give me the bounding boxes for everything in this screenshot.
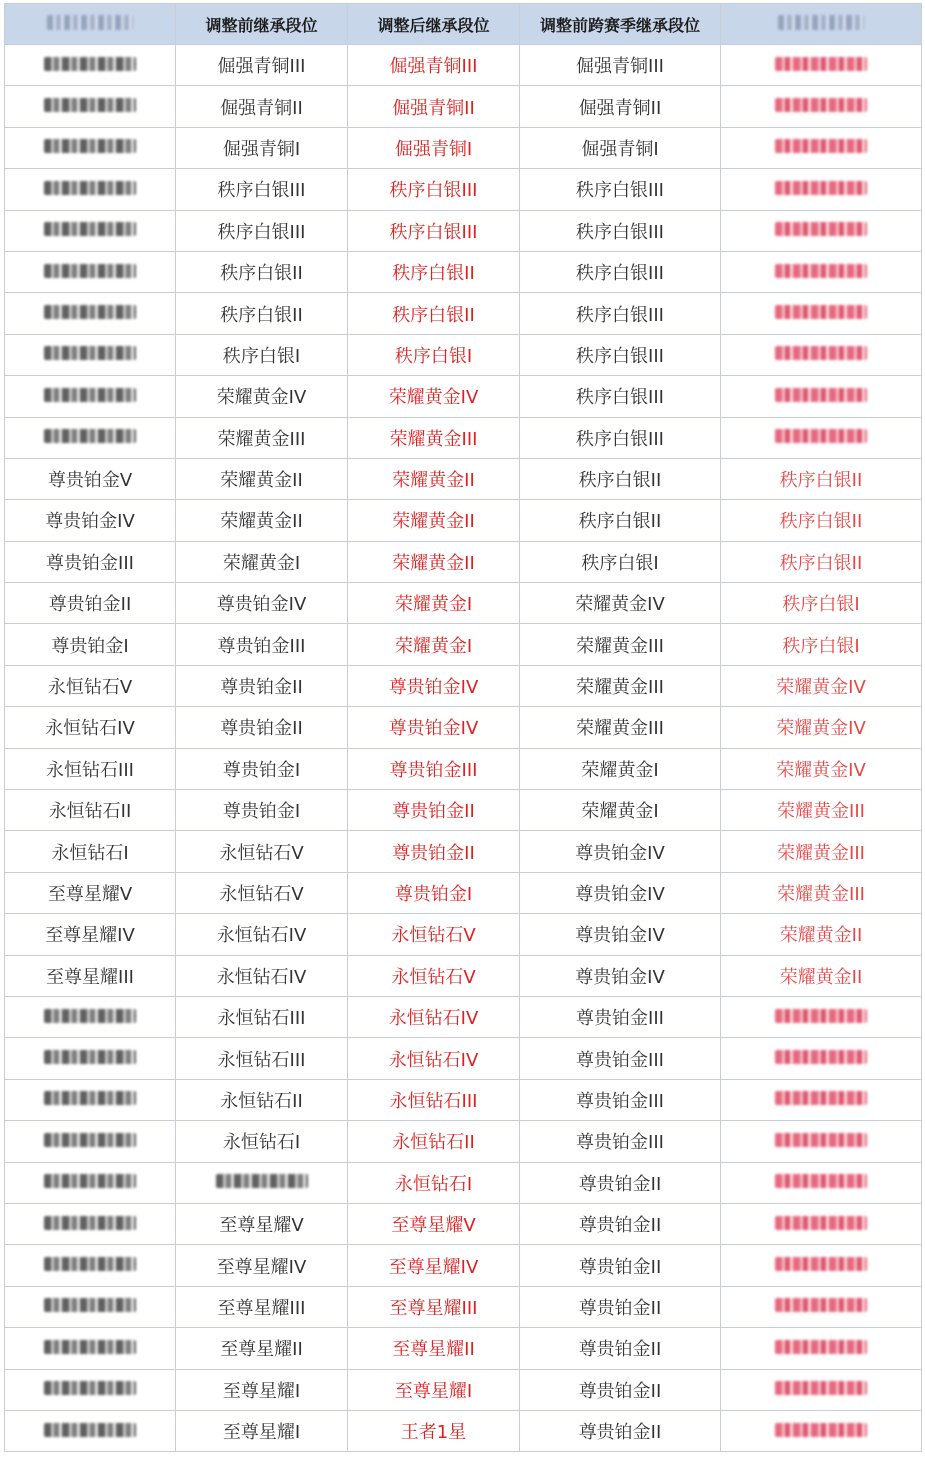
table-cell-col-4 xyxy=(721,86,922,127)
table-cell-col-0 xyxy=(5,996,176,1037)
table-cell-col-0 xyxy=(5,1079,176,1120)
table-cell-col-1: 秩序白银II xyxy=(176,251,348,292)
table-cell-col-1: 永恒钻石II xyxy=(176,1079,348,1120)
table-cell-col-3: 荣耀黄金I xyxy=(520,790,721,831)
blurred-text xyxy=(775,264,867,278)
table-cell-col-2: 尊贵铂金IV xyxy=(348,665,520,706)
table-cell-col-0: 尊贵铂金III xyxy=(5,541,176,582)
table-cell-col-0 xyxy=(5,1038,176,1079)
column-header-4 xyxy=(721,4,922,45)
table-row xyxy=(5,127,922,168)
table-cell-col-0 xyxy=(5,1328,176,1369)
table-row xyxy=(5,583,922,624)
table-cell-col-2: 秩序白银I xyxy=(348,334,520,375)
blurred-text xyxy=(44,1340,136,1354)
table-cell-col-4 xyxy=(721,293,922,334)
blurred-text xyxy=(44,429,136,443)
table-cell-col-2: 倔强青铜II xyxy=(348,86,520,127)
table-cell-col-4 xyxy=(721,169,922,210)
table-cell-col-4 xyxy=(721,1079,922,1120)
table-cell-col-4: 秩序白银I xyxy=(721,624,922,665)
table-row xyxy=(5,376,922,417)
blurred-text xyxy=(44,1257,136,1271)
table-cell-col-4 xyxy=(721,1410,922,1451)
table-cell-col-0 xyxy=(5,169,176,210)
table-cell-col-0 xyxy=(5,293,176,334)
table-cell-col-3: 荣耀黄金I xyxy=(520,748,721,789)
table-cell-col-1: 尊贵铂金III xyxy=(176,624,348,665)
table-row xyxy=(5,210,922,251)
table-cell-col-3: 尊贵铂金II xyxy=(520,1245,721,1286)
blurred-text xyxy=(44,1216,136,1230)
blurred-text xyxy=(44,305,136,319)
table-cell-col-3: 尊贵铂金IV xyxy=(520,914,721,955)
table-cell-col-3: 秩序白银III xyxy=(520,169,721,210)
table-cell-col-3: 尊贵铂金II xyxy=(520,1162,721,1203)
table-cell-col-1: 荣耀黄金I xyxy=(176,541,348,582)
table-cell-col-0: 尊贵铂金II xyxy=(5,583,176,624)
table-cell-col-3: 秩序白银III xyxy=(520,417,721,458)
table-cell-col-0 xyxy=(5,210,176,251)
table-row xyxy=(5,1328,922,1369)
table-row xyxy=(5,458,922,499)
table-cell-col-1: 尊贵铂金IV xyxy=(176,583,348,624)
table-cell-col-4 xyxy=(721,376,922,417)
table-cell-col-1: 秩序白银III xyxy=(176,210,348,251)
table-row xyxy=(5,1162,922,1203)
blurred-text xyxy=(44,1133,136,1147)
table-cell-col-4: 秩序白银II xyxy=(721,458,922,499)
table-cell-col-2: 秩序白银III xyxy=(348,169,520,210)
table-row xyxy=(5,707,922,748)
table-row xyxy=(5,872,922,913)
table-cell-col-2: 永恒钻石III xyxy=(348,1079,520,1120)
blurred-header-text xyxy=(778,15,864,30)
table-cell-col-4 xyxy=(721,251,922,292)
table-cell-col-0: 永恒钻石III xyxy=(5,748,176,789)
blurred-text xyxy=(775,1091,867,1105)
table-cell-col-0: 尊贵铂金I xyxy=(5,624,176,665)
table-row xyxy=(5,86,922,127)
blurred-text xyxy=(775,1257,867,1271)
table-cell-col-2: 尊贵铂金II xyxy=(348,790,520,831)
header-row xyxy=(5,4,922,45)
blurred-text xyxy=(216,1174,308,1188)
table-row xyxy=(5,914,922,955)
table-cell-col-0 xyxy=(5,127,176,168)
table-cell-col-0: 永恒钻石II xyxy=(5,790,176,831)
table-cell-col-2: 倔强青铜I xyxy=(348,127,520,168)
table-cell-col-4 xyxy=(721,1286,922,1327)
table-cell-col-1: 至尊星耀III xyxy=(176,1286,348,1327)
blurred-text xyxy=(44,1381,136,1395)
table-row xyxy=(5,624,922,665)
table-cell-col-4 xyxy=(721,45,922,86)
table-cell-col-1 xyxy=(176,1162,348,1203)
table-cell-col-2: 荣耀黄金IV xyxy=(348,376,520,417)
table-cell-col-1: 秩序白银I xyxy=(176,334,348,375)
table-cell-col-2: 永恒钻石V xyxy=(348,914,520,955)
table-cell-col-3: 荣耀黄金III xyxy=(520,707,721,748)
table-cell-col-4: 荣耀黄金III xyxy=(721,790,922,831)
table-row xyxy=(5,1121,922,1162)
table-cell-col-3: 尊贵铂金II xyxy=(520,1369,721,1410)
table-cell-col-4 xyxy=(721,417,922,458)
table-cell-col-2: 永恒钻石II xyxy=(348,1121,520,1162)
table-cell-col-3: 尊贵铂金II xyxy=(520,1286,721,1327)
table-cell-col-0 xyxy=(5,1410,176,1451)
table-cell-col-4 xyxy=(721,1203,922,1244)
table-cell-col-4: 荣耀黄金II xyxy=(721,955,922,996)
blurred-text xyxy=(775,1298,867,1312)
blurred-header-text xyxy=(47,15,133,30)
table-cell-col-2: 荣耀黄金II xyxy=(348,500,520,541)
column-header-1: 调整前继承段位 xyxy=(176,4,348,45)
table-row xyxy=(5,169,922,210)
blurred-text xyxy=(44,98,136,112)
table-header xyxy=(5,4,922,45)
table-cell-col-0 xyxy=(5,334,176,375)
table-cell-col-1: 倔强青铜III xyxy=(176,45,348,86)
table-cell-col-1: 永恒钻石I xyxy=(176,1121,348,1162)
blurred-text xyxy=(44,57,136,71)
table-cell-col-2: 至尊星耀IV xyxy=(348,1245,520,1286)
table-row xyxy=(5,1286,922,1327)
table-row xyxy=(5,417,922,458)
table-cell-col-0 xyxy=(5,251,176,292)
blurred-text xyxy=(44,1423,136,1437)
table-row xyxy=(5,500,922,541)
table-cell-col-4: 秩序白银II xyxy=(721,541,922,582)
blurred-text xyxy=(44,1298,136,1312)
table-row xyxy=(5,1038,922,1079)
table-cell-col-0 xyxy=(5,1286,176,1327)
blurred-text xyxy=(775,1423,867,1437)
table-cell-col-4 xyxy=(721,127,922,168)
table-cell-col-4: 秩序白银II xyxy=(721,500,922,541)
table-cell-col-2: 秩序白银II xyxy=(348,251,520,292)
table-row xyxy=(5,293,922,334)
table-cell-col-1: 秩序白银III xyxy=(176,169,348,210)
blurred-text xyxy=(775,139,867,153)
table-cell-col-1: 尊贵铂金II xyxy=(176,665,348,706)
table-cell-col-1: 荣耀黄金II xyxy=(176,458,348,499)
blurred-text xyxy=(44,1174,136,1188)
table-cell-col-1: 永恒钻石IV xyxy=(176,955,348,996)
table-cell-col-2: 永恒钻石I xyxy=(348,1162,520,1203)
blurred-text xyxy=(44,1091,136,1105)
table-cell-col-2: 尊贵铂金II xyxy=(348,831,520,872)
table-cell-col-4: 荣耀黄金IV xyxy=(721,707,922,748)
blurred-text xyxy=(775,1340,867,1354)
table-cell-col-3: 秩序白银III xyxy=(520,334,721,375)
table-cell-col-1: 永恒钻石III xyxy=(176,996,348,1037)
table-cell-col-1: 荣耀黄金III xyxy=(176,417,348,458)
table-cell-col-3: 倔强青铜II xyxy=(520,86,721,127)
blurred-text xyxy=(775,1174,867,1188)
table-cell-col-1: 尊贵铂金I xyxy=(176,748,348,789)
table-row xyxy=(5,541,922,582)
blurred-text xyxy=(775,1050,867,1064)
table-cell-col-3: 尊贵铂金IV xyxy=(520,955,721,996)
table-cell-col-3: 秩序白银III xyxy=(520,251,721,292)
table-cell-col-2: 永恒钻石V xyxy=(348,955,520,996)
table-cell-col-2: 荣耀黄金III xyxy=(348,417,520,458)
table-row xyxy=(5,45,922,86)
table-cell-col-4: 荣耀黄金III xyxy=(721,831,922,872)
table-cell-col-4: 荣耀黄金III xyxy=(721,872,922,913)
table-row xyxy=(5,665,922,706)
blurred-text xyxy=(775,1216,867,1230)
blurred-text xyxy=(44,346,136,360)
blurred-text xyxy=(775,222,867,236)
table-cell-col-3: 尊贵铂金III xyxy=(520,1079,721,1120)
table-cell-col-3: 尊贵铂金II xyxy=(520,1410,721,1451)
table-cell-col-2: 尊贵铂金III xyxy=(348,748,520,789)
table-cell-col-1: 永恒钻石IV xyxy=(176,914,348,955)
column-header-3: 调整前跨赛季继承段位 xyxy=(520,4,721,45)
table-cell-col-1: 至尊星耀V xyxy=(176,1203,348,1244)
table-cell-col-2: 尊贵铂金IV xyxy=(348,707,520,748)
column-header-0 xyxy=(5,4,176,45)
table-cell-col-1: 永恒钻石III xyxy=(176,1038,348,1079)
table-row xyxy=(5,334,922,375)
blurred-text xyxy=(775,181,867,195)
table-row xyxy=(5,1079,922,1120)
table-cell-col-2: 至尊星耀V xyxy=(348,1203,520,1244)
table-cell-col-2: 尊贵铂金I xyxy=(348,872,520,913)
table-cell-col-0 xyxy=(5,1245,176,1286)
blurred-text xyxy=(44,1050,136,1064)
blurred-text xyxy=(44,264,136,278)
table-cell-col-2: 荣耀黄金II xyxy=(348,458,520,499)
blurred-text xyxy=(44,181,136,195)
table-row xyxy=(5,1203,922,1244)
table-cell-col-2: 秩序白银II xyxy=(348,293,520,334)
table-cell-col-1: 秩序白银II xyxy=(176,293,348,334)
blurred-text xyxy=(775,57,867,71)
table-cell-col-1: 荣耀黄金IV xyxy=(176,376,348,417)
table-row xyxy=(5,251,922,292)
table-row xyxy=(5,748,922,789)
blurred-text xyxy=(775,305,867,319)
table-cell-col-0: 至尊星耀III xyxy=(5,955,176,996)
table-cell-col-3: 尊贵铂金IV xyxy=(520,872,721,913)
table-cell-col-0 xyxy=(5,417,176,458)
table-cell-col-0 xyxy=(5,1369,176,1410)
table-cell-col-1: 倔强青铜II xyxy=(176,86,348,127)
table-cell-col-3: 尊贵铂金III xyxy=(520,1121,721,1162)
table-cell-col-1: 荣耀黄金II xyxy=(176,500,348,541)
table-cell-col-0: 至尊星耀V xyxy=(5,872,176,913)
table-cell-col-4 xyxy=(721,996,922,1037)
column-header-2: 调整后继承段位 xyxy=(348,4,520,45)
table-cell-col-4 xyxy=(721,1328,922,1369)
table-cell-col-3: 秩序白银I xyxy=(520,541,721,582)
table-cell-col-2: 荣耀黄金II xyxy=(348,541,520,582)
table-cell-col-0: 永恒钻石IV xyxy=(5,707,176,748)
table-cell-col-0 xyxy=(5,86,176,127)
table-cell-col-1: 至尊星耀II xyxy=(176,1328,348,1369)
blurred-text xyxy=(775,98,867,112)
blurred-text xyxy=(775,1009,867,1023)
table-cell-col-3: 秩序白银II xyxy=(520,500,721,541)
table-row xyxy=(5,1410,922,1451)
table-cell-col-3: 尊贵铂金II xyxy=(520,1203,721,1244)
blurred-text xyxy=(44,139,136,153)
table-cell-col-3: 荣耀黄金III xyxy=(520,665,721,706)
table-cell-col-1: 至尊星耀IV xyxy=(176,1245,348,1286)
blurred-text xyxy=(775,429,867,443)
table-cell-col-3: 秩序白银III xyxy=(520,376,721,417)
table-row xyxy=(5,996,922,1037)
table-cell-col-1: 倔强青铜I xyxy=(176,127,348,168)
table-cell-col-1: 至尊星耀I xyxy=(176,1369,348,1410)
rank-table-container xyxy=(4,3,921,1452)
blurred-text xyxy=(775,1133,867,1147)
table-row xyxy=(5,1369,922,1410)
table-cell-col-0: 尊贵铂金V xyxy=(5,458,176,499)
table-cell-col-2: 至尊星耀II xyxy=(348,1328,520,1369)
table-cell-col-0 xyxy=(5,1162,176,1203)
table-cell-col-2: 至尊星耀I xyxy=(348,1369,520,1410)
table-cell-col-4: 秩序白银I xyxy=(721,583,922,624)
table-row xyxy=(5,955,922,996)
table-cell-col-4 xyxy=(721,334,922,375)
table-cell-col-4 xyxy=(721,210,922,251)
table-row xyxy=(5,790,922,831)
table-cell-col-2: 永恒钻石IV xyxy=(348,996,520,1037)
table-cell-col-3: 秩序白银III xyxy=(520,210,721,251)
table-cell-col-0: 永恒钻石V xyxy=(5,665,176,706)
table-cell-col-3: 秩序白银III xyxy=(520,293,721,334)
table-cell-col-4: 荣耀黄金IV xyxy=(721,748,922,789)
table-cell-col-0 xyxy=(5,1121,176,1162)
blurred-text xyxy=(44,222,136,236)
table-cell-col-2: 永恒钻石IV xyxy=(348,1038,520,1079)
table-cell-col-1: 至尊星耀I xyxy=(176,1410,348,1451)
blurred-text xyxy=(44,1009,136,1023)
table-cell-col-3: 倔强青铜I xyxy=(520,127,721,168)
table-cell-col-2: 荣耀黄金I xyxy=(348,583,520,624)
table-cell-col-4 xyxy=(721,1162,922,1203)
table-cell-col-4 xyxy=(721,1121,922,1162)
table-cell-col-4 xyxy=(721,1038,922,1079)
table-body xyxy=(5,45,922,1452)
table-cell-col-0: 永恒钻石I xyxy=(5,831,176,872)
blurred-text xyxy=(44,388,136,402)
table-cell-col-3: 尊贵铂金III xyxy=(520,1038,721,1079)
table-cell-col-0 xyxy=(5,45,176,86)
table-row xyxy=(5,1245,922,1286)
table-cell-col-4: 荣耀黄金II xyxy=(721,914,922,955)
table-cell-col-1: 永恒钻石V xyxy=(176,831,348,872)
table-cell-col-2: 荣耀黄金I xyxy=(348,624,520,665)
rank-inheritance-table xyxy=(4,3,922,1452)
table-cell-col-3: 尊贵铂金III xyxy=(520,996,721,1037)
blurred-text xyxy=(775,1381,867,1395)
table-cell-col-3: 尊贵铂金IV xyxy=(520,831,721,872)
table-cell-col-3: 尊贵铂金II xyxy=(520,1328,721,1369)
table-cell-col-0: 尊贵铂金IV xyxy=(5,500,176,541)
table-cell-col-2: 王者1星 xyxy=(348,1410,520,1451)
table-cell-col-1: 尊贵铂金II xyxy=(176,707,348,748)
table-cell-col-4 xyxy=(721,1369,922,1410)
table-cell-col-4 xyxy=(721,1245,922,1286)
table-cell-col-0 xyxy=(5,1203,176,1244)
table-cell-col-0 xyxy=(5,376,176,417)
table-cell-col-1: 尊贵铂金I xyxy=(176,790,348,831)
table-cell-col-3: 荣耀黄金III xyxy=(520,624,721,665)
blurred-text xyxy=(775,388,867,402)
table-cell-col-1: 永恒钻石V xyxy=(176,872,348,913)
table-row xyxy=(5,831,922,872)
table-cell-col-2: 秩序白银III xyxy=(348,210,520,251)
table-cell-col-4: 荣耀黄金IV xyxy=(721,665,922,706)
table-cell-col-2: 至尊星耀III xyxy=(348,1286,520,1327)
table-cell-col-3: 倔强青铜III xyxy=(520,45,721,86)
table-cell-col-3: 荣耀黄金IV xyxy=(520,583,721,624)
table-cell-col-2: 倔强青铜III xyxy=(348,45,520,86)
table-cell-col-0: 至尊星耀IV xyxy=(5,914,176,955)
blurred-text xyxy=(775,346,867,360)
table-cell-col-3: 秩序白银II xyxy=(520,458,721,499)
